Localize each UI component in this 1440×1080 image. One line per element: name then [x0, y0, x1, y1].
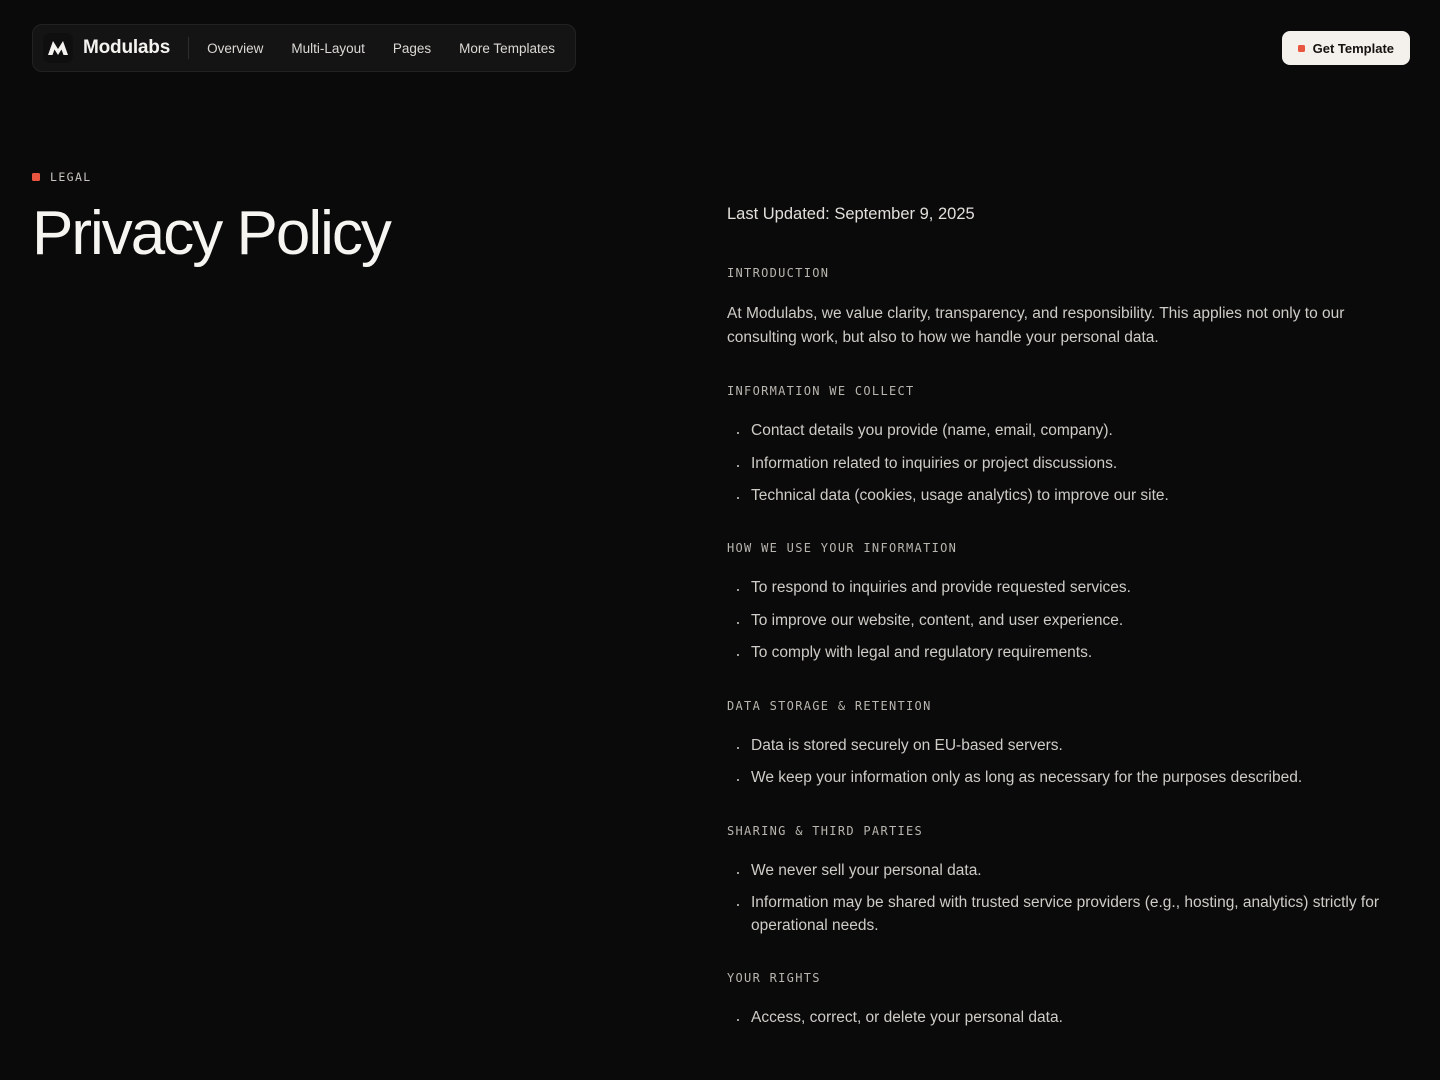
section-list	[727, 577, 1417, 664]
section-heading: INFORMATION WE COLLECT	[727, 384, 915, 399]
section-heading: DATA STORAGE & RETENTION	[727, 698, 932, 713]
nav-item-overview[interactable]: Overview	[207, 40, 264, 56]
policy-section	[727, 824, 1417, 937]
site-header	[0, 0, 1440, 96]
list-item: · To respond to inquiries and provide requested services.	[727, 577, 1417, 599]
section-list	[727, 735, 1417, 790]
list-item: · Access, correct, or delete your personal data.	[727, 1007, 1417, 1029]
list-item: · Technical data (cookies, usage analytics) to improve our site.	[727, 485, 1417, 507]
section-list	[727, 420, 1417, 507]
nav-item-more-templates[interactable]: More Templates	[459, 40, 555, 56]
list-item: · Data is stored securely on EU-based servers.	[727, 735, 1417, 757]
page-title: Privacy Policy	[32, 199, 390, 268]
policy-section	[727, 266, 1417, 350]
section-heading: SHARING & THIRD PARTIES	[727, 823, 924, 838]
list-item: · To comply with legal and regulatory requirements.	[727, 642, 1417, 664]
nav-pill	[32, 24, 576, 72]
section-heading: YOUR RIGHTS	[727, 971, 821, 986]
section-list	[727, 1007, 1417, 1029]
primary-nav	[207, 41, 555, 56]
nav-item-multi-layout[interactable]: Multi-Layout	[291, 40, 365, 56]
nav-divider	[188, 37, 189, 59]
square-dot-icon	[32, 173, 40, 181]
eyebrow-label: LEGAL	[50, 170, 92, 184]
modulabs-logo-icon	[43, 33, 73, 63]
section-paragraph: At Modulabs, we value clarity, transparency, and responsibility. This applies not only to our consulting work, but also to how we handle your personal data.	[727, 305, 1345, 347]
list-item: · We never sell your personal data.	[727, 860, 1417, 882]
get-template-label: Get Template	[1312, 40, 1394, 56]
policy-section	[727, 699, 1417, 790]
square-dot-icon	[1298, 45, 1305, 52]
policy-content	[727, 205, 1417, 1064]
list-item: · To improve our website, content, and user experience.	[727, 610, 1417, 632]
get-template-button[interactable]	[1282, 31, 1410, 65]
section-heading: INTRODUCTION	[727, 266, 830, 280]
hero-column	[32, 170, 652, 268]
eyebrow	[32, 170, 652, 184]
list-item: · Information may be shared with trusted service providers (e.g., hosting, analytics) strictly for operational needs.	[727, 892, 1417, 937]
policy-section	[727, 971, 1417, 1029]
policy-section	[727, 541, 1417, 664]
brand[interactable]	[43, 33, 188, 63]
brand-name: Modulabs	[83, 37, 171, 58]
nav-item-pages[interactable]: Pages	[392, 40, 432, 56]
section-list	[727, 860, 1417, 937]
list-item: · Information related to inquiries or project discussions.	[727, 453, 1417, 475]
list-item: · We keep your information only as long as necessary for the purposes described.	[727, 767, 1417, 789]
list-item: · Contact details you provide (name, email, company).	[727, 420, 1417, 442]
last-updated: Last Updated: September 9, 2025	[727, 205, 975, 223]
policy-section	[727, 384, 1417, 507]
section-heading: HOW WE USE YOUR INFORMATION	[727, 541, 958, 556]
